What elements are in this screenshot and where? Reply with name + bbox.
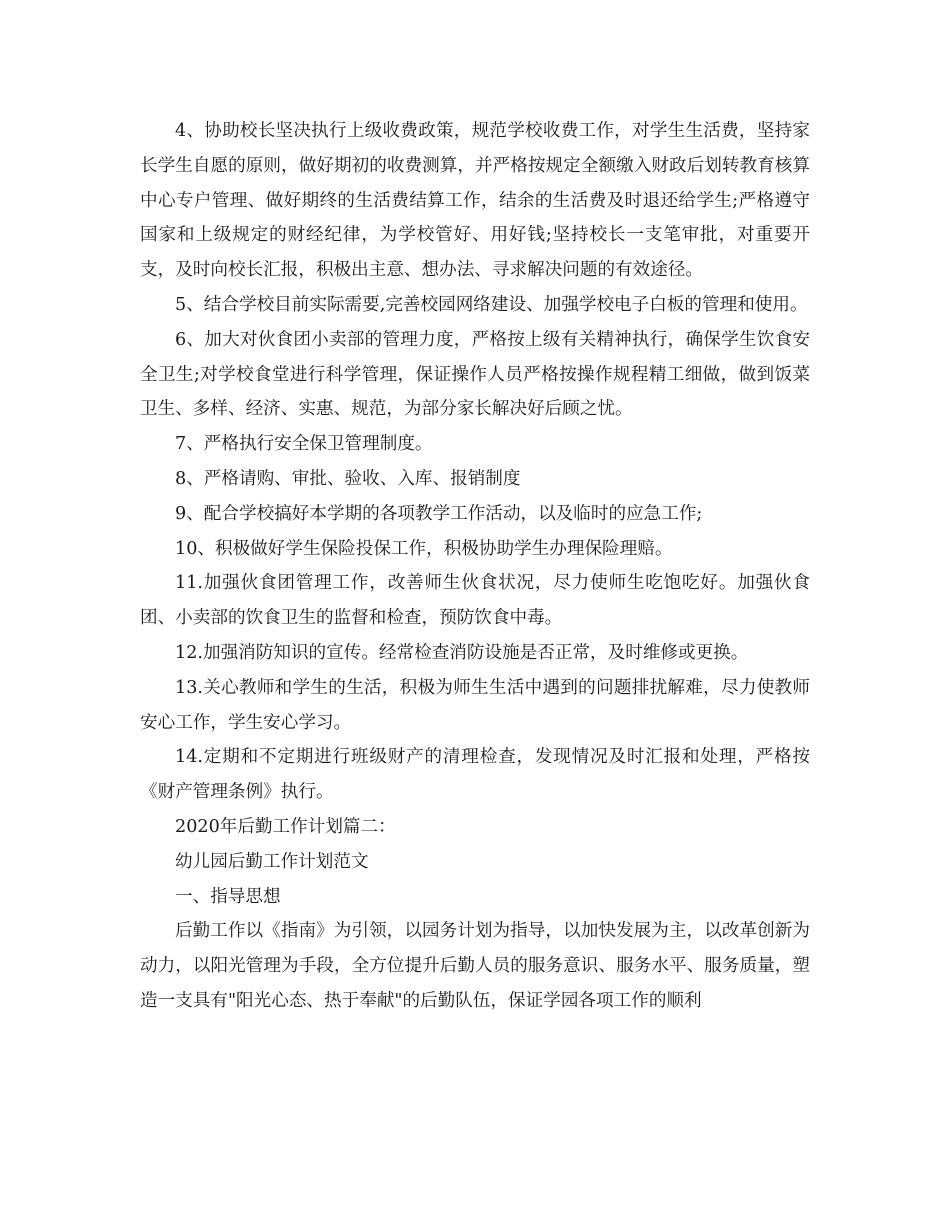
paragraph-item-13: 13.关心教师和学生的生活，积极为师生生活中遇到的问题排扰解难，尽力使教师安心工作，学生安心学习。 [140, 677, 810, 733]
paragraph-item-11: 11.加强伙食团管理工作，改善师生伙食状况，尽力使师生吃饱吃好。加强伙食团、小卖部的饮食卫生的监督和检查，预防饮食中毒。 [140, 573, 810, 629]
paragraph-item-12: 12.加强消防知识的宣传。经常检查消防设施是否正常，及时维修或更换。 [175, 642, 749, 663]
paragraph-item-14: 14.定期和不定期进行班级财产的清理检查，发现情况及时汇报和处理，严格按《财产管理条例》执行。 [140, 747, 810, 803]
paragraph-item-9: 9、配合学校搞好本学期的各项教学工作活动，以及临时的应急工作; [175, 503, 703, 524]
section-title-kindergarten-plan: 幼儿园后勤工作计划范文 [175, 851, 369, 872]
paragraph-item-5: 5、结合学校目前实际需要,完善校园网络建设、加强学校电子白板的管理和使用。 [175, 294, 808, 315]
paragraph-item-7: 7、严格执行安全保卫管理制度。 [175, 434, 433, 455]
paragraph-guiding-ideology: 后勤工作以《指南》为引领，以园务计划为指导，以加快发展为主，以改革创新为动力，以阳光管理为手段，全方位提升后勤人员的服务意识、服务水平、服务质量，塑造一支具有"阳光心态、热于奉献"的后勤队伍，保证学园各项工作的顺利 [140, 921, 810, 1011]
paragraph-item-6: 6、加大对伙食团小卖部的管理力度，严格按上级有关精神执行，确保学生饮食安全卫生;对学校食堂进行科学管理，保证操作人员严格按操作规程精工细做，做到饭菜卫生、多样、经济、实惠、规范，为部分家长解决好后顾之忧。 [140, 329, 810, 420]
section-heading-plan-two: 2020年后勤工作计划篇二： [175, 816, 396, 837]
section-heading-guiding-ideology: 一、指导思想 [175, 886, 281, 907]
paragraph-item-8: 8、严格请购、审批、验收、入库、报销制度 [175, 468, 521, 489]
document-body [140, 114, 810, 1019]
paragraph-item-10: 10、积极做好学生保险投保工作，积极协助学生办理保险理赔。 [175, 538, 673, 559]
paragraph-item-4: 4、协助校长坚决执行上级收费政策，规范学校收费工作，对学生生活费，坚持家长学生自愿的原则，做好期初的收费测算，并严格按规定全额缴入财政后划转教育核算中心专户管理、做好期终的生活费结算工作，结余的生活费及时退还给学生;严格遵守国家和上级规定的财经纪律，为学校管好、用好钱;坚持校长一支笔审批，对重要开支，及时向校长汇报，积极出主意、想办法、寻求解决问题的有效途径。 [140, 121, 810, 281]
